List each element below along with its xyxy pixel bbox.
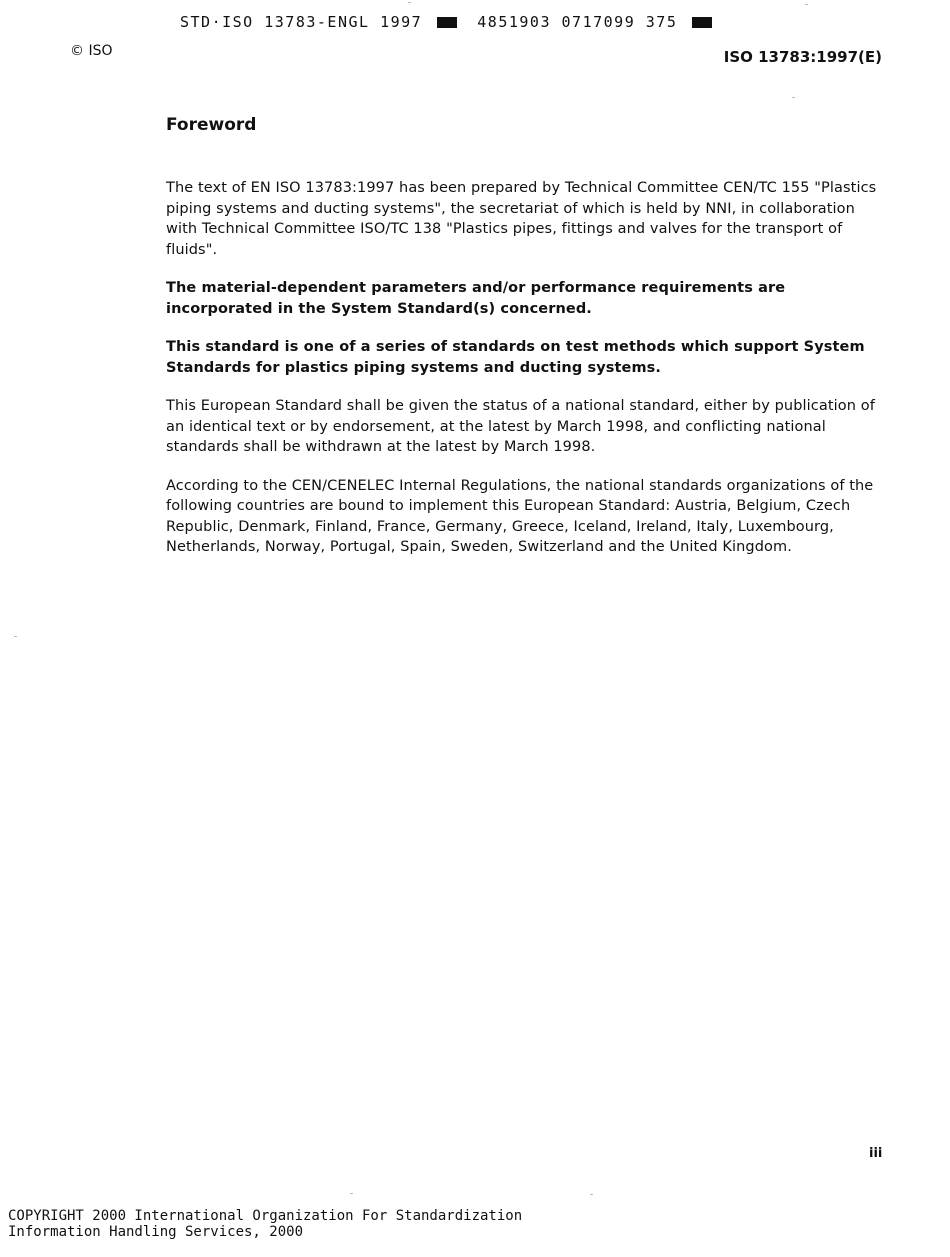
scan-speck <box>350 1193 353 1194</box>
paragraph-5: According to the CEN/CENELEC Internal Regulations, the national standards organizations of the following countries are bound to implement this European Standard: Austria, Belgium, Czech Republic, Denmark, Finland, France, Germany, Greece, Iceland, Ireland, Italy, Luxembourg, Netherlands, Norway, Portugal, Spain, Sweden, Switzerland and the United Kingdom. <box>166 477 874 555</box>
page-number: iii <box>869 1146 883 1161</box>
scan-speck <box>408 2 411 3</box>
stamp-block-mark-end <box>692 17 712 28</box>
scan-speck <box>590 1194 593 1195</box>
paragraph-2: The material-dependent parameters and/or performance requirements are incorporated in the System Standard(s) concerned. <box>166 280 786 317</box>
copyright-iso-mark: © ISO <box>70 43 113 59</box>
scan-speck <box>805 4 808 5</box>
document-id: ISO 13783:1997(E) <box>723 48 882 66</box>
paragraph-1: The text of EN ISO 13783:1997 has been prepared by Technical Committee CEN/TC 155 "Plastics piping systems and ducting systems", the secretariat of which is held by NNI, in collaboration with Technical Committee ISO/TC 138 "Plastics pipes, fittings and valves for the transport of fluids". <box>166 180 877 258</box>
footer-line-2: Information Handling Services, 2000 <box>8 1224 304 1240</box>
paragraph-3: This standard is one of a series of standards on test methods which support System Standards for plastics piping systems and ducting systems. <box>166 339 865 376</box>
section-title: Foreword <box>166 115 257 135</box>
paragraph-4: This European Standard shall be given the status of a national standard, either by publication of an identical text or by endorsement, at the latest by March 1998, and conflicting national standards shall be withdrawn at the latest by March 1998. <box>166 398 875 455</box>
document-stamp-line <box>180 13 722 31</box>
stamp-code: STD·ISO 13783-ENGL 1997 <box>180 13 423 31</box>
scan-speck <box>14 636 17 637</box>
foreword-body <box>166 178 878 576</box>
footer-line-1: COPYRIGHT 2000 International Organization For Standardization <box>8 1208 523 1224</box>
copyright-footer <box>8 1208 522 1240</box>
scan-speck <box>792 97 795 98</box>
stamp-block-mark <box>437 17 457 28</box>
stamp-numbers: 4851903 0717099 375 <box>477 13 678 31</box>
